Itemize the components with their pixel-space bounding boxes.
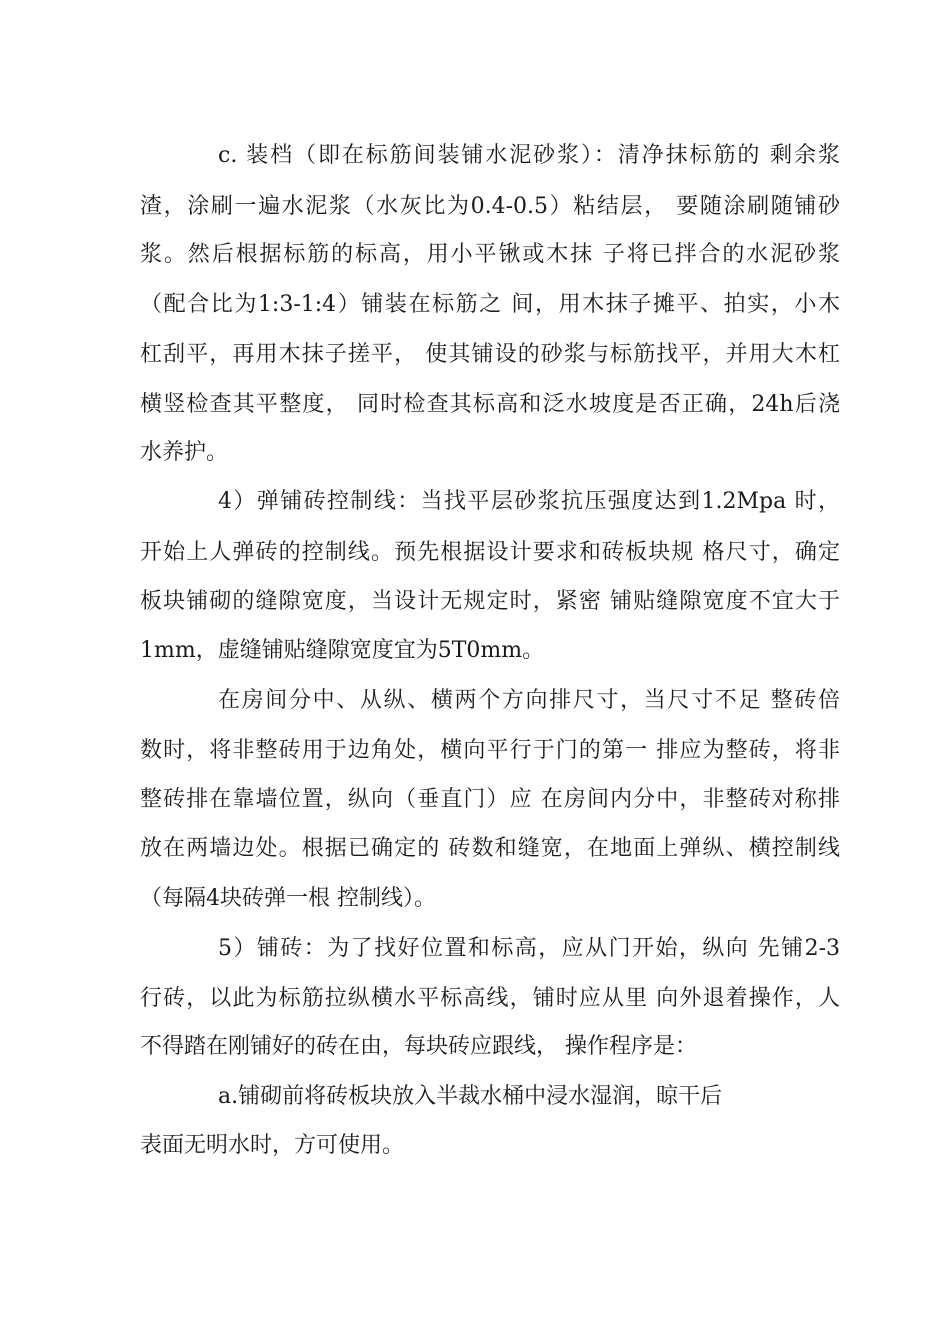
paragraph-c-line-5: 杠刮平，再用木抹子搓平， 使其铺设的砂浆与标筋找平，并用大木杠 [140, 342, 840, 367]
paragraph-a-line-1: a.铺砌前将砖板块放入半裁水桶中浸水湿润，晾干后 [218, 1084, 723, 1109]
paragraph-c-line-7: 水养护。 [140, 440, 229, 465]
paragraph-c-line-4: （配合比为1:3-1:4）铺装在标筋之 间，用木抹子摊平、拍实，小木 [140, 292, 840, 317]
paragraph-4-line-1: 4）弹铺砖控制线：当找平层砂浆抗压强度达到1.2Mpa 时， [218, 489, 840, 514]
paragraph-c-line-1: c. 装档（即在标筋间装铺水泥砂浆）：清净抹标筋的 剩余浆 [218, 143, 840, 168]
paragraph-5-line-3: 不得踏在刚铺好的砖在由，每块砖应跟线， 操作程序是： [140, 1034, 697, 1059]
paragraph-layout-line-1: 在房间分中、从纵、横两个方向排尺寸，当尺寸不足 整砖倍 [218, 688, 840, 713]
paragraph-4-line-2: 开始上人弹砖的控制线。预先根据设计要求和砖板块规 格尺寸，确定 [140, 540, 840, 565]
paragraph-layout-line-3: 整砖排在靠墙位置，纵向（垂直门）应 在房间内分中，非整砖对称排 [140, 787, 840, 812]
paragraph-a-line-2: 表面无明水时，方可使用。 [140, 1133, 405, 1158]
paragraph-5-line-2: 行砖，以此为标筋拉纵横水平标高线，铺时应从里 向外退着操作，人 [140, 986, 840, 1011]
paragraph-4-line-3: 板块铺砌的缝隙宽度，当设计无规定时，紧密 铺贴缝隙宽度不宜大于 [140, 589, 840, 614]
paragraph-c-line-6: 横竖检查其平整度， 同时检查其标高和泛水坡度是否正确，24h后浇 [140, 392, 840, 417]
paragraph-4-line-4: 1mm，虚缝铺贴缝隙宽度宜为5T0mm。 [140, 638, 545, 663]
paragraph-layout-line-5: （每隔4块砖弹一根 控制线）。 [140, 886, 436, 911]
paragraph-layout-line-2: 数时，将非整砖用于边角处，横向平行于门的第一 排应为整砖，将非 [140, 738, 840, 763]
paragraph-layout-line-4: 放在两墙边处。根据已确定的 砖数和缝宽，在地面上弹纵、横控制线 [140, 836, 840, 861]
paragraph-c-line-3: 浆。然后根据标筋的标高，用小平锹或木抹 子将已拌合的水泥砂浆 [140, 242, 840, 267]
paragraph-c-line-2: 渣，涂刷一遍水泥浆（水灰比为0.4-0.5）粘结层， 要随涂刷随铺砂 [140, 194, 840, 219]
paragraph-5-line-1: 5）铺砖：为了找好位置和标高，应从门开始，纵向 先铺2-3 [218, 936, 840, 961]
